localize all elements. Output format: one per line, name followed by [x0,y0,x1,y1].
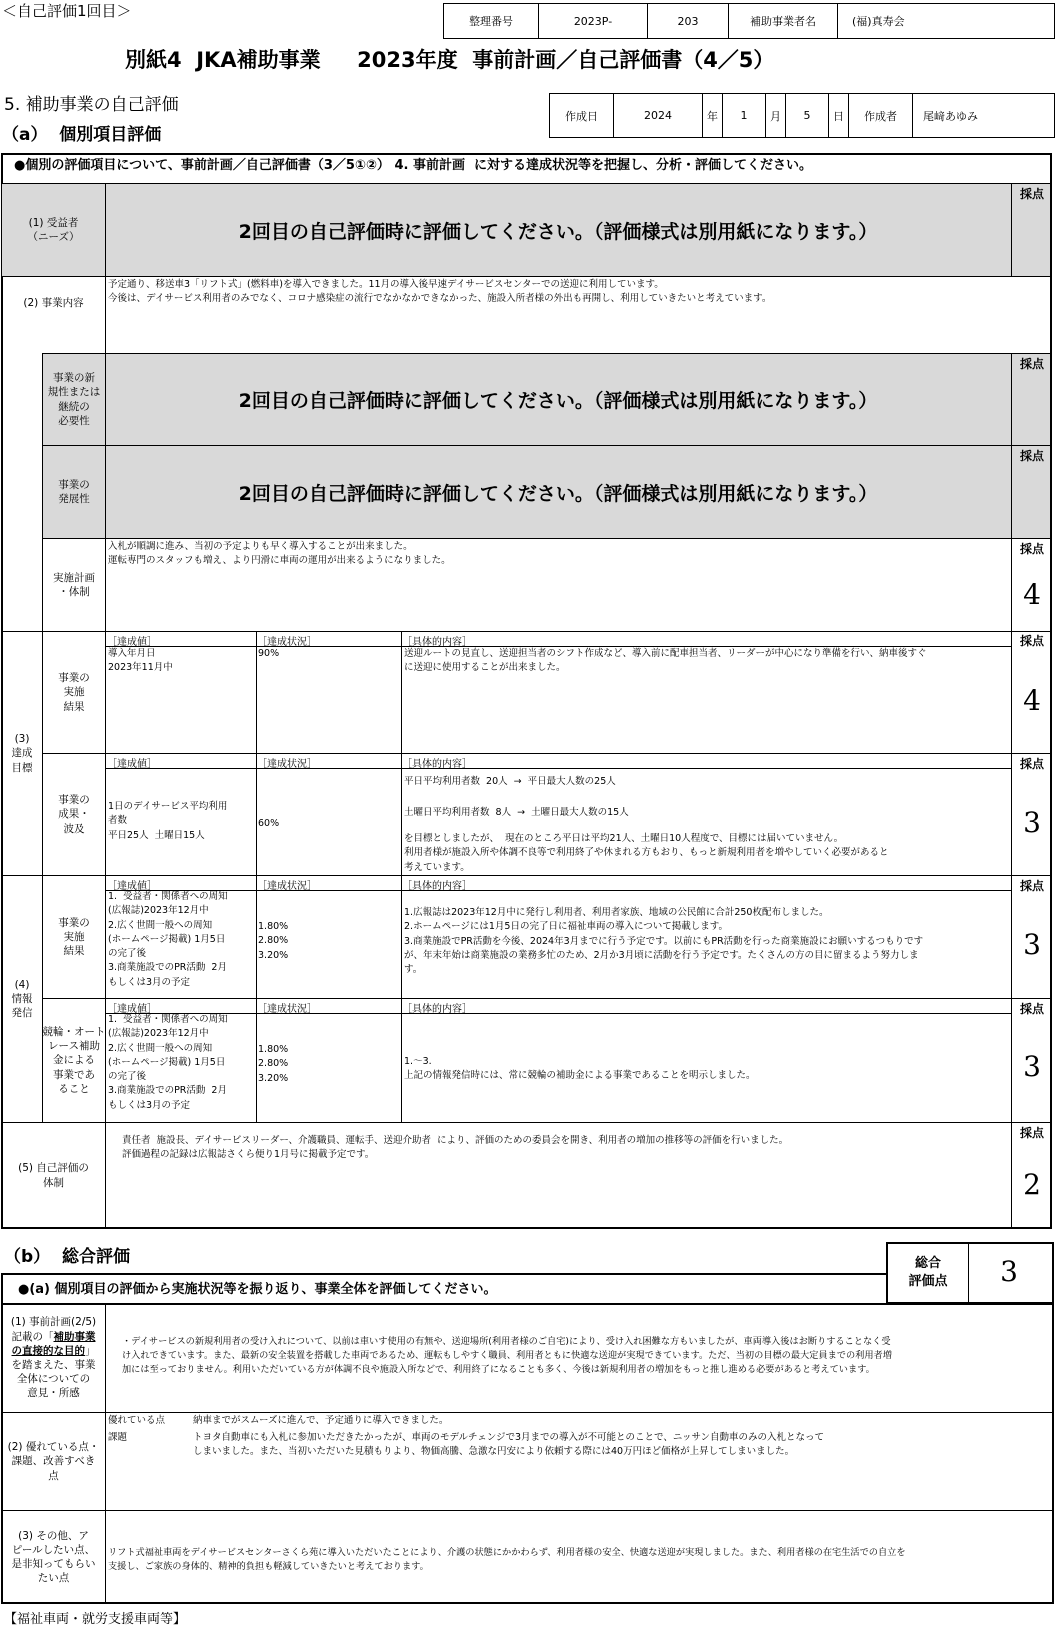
row-3b-status: 60% [258,818,280,829]
score-label-4a: 採点 [1019,879,1044,893]
b3-text: リフト式福祉車両をデイサービスセンターさくら苑に導入いただいたことにより、介護の状態にかかわらず、利用者様の安全、快適な送迎が実現しました。また、利用者様の在宅生活での自立を 支援し、ご家族の身体的、精神的負担も軽減していきたいと考えております。 [108,1547,906,1572]
reg-value-2: 203 [648,4,729,39]
b1-label [2,1304,105,1412]
col-header-status: ［達成状況］ [257,637,317,648]
b1-label-post: 」 を踏まえた、事業 全体についての 意見・所感 [11,1344,96,1400]
score-label-3b: 採点 [1019,757,1044,771]
row-3a-status: 90% [258,648,280,659]
b2-label: (2) 優れている点・ 課題、改善すべき 点 [7,1441,100,1482]
row-3-label: (3) 達成 目標 [11,733,33,774]
row-2b-second-round-msg: 2回目の自己評価時に評価してください。（評価様式は別用紙になります。） [238,482,878,505]
page-title: 別紙4 JKA補助事業 2023年度 事前計画／自己評価書（4／5） [125,48,775,72]
footer-category: 【福祉車両・就労支援車両等】 [4,1612,187,1627]
col-header-achieved: ［達成値］ [107,1004,157,1015]
row-2-text: 予定通り、移送車3「リフト式」(燃料車)を導入できました。11月の導入後早速デイサービスセンターでの送迎に利用しています。 今後は、デイサービス利用者のみでなく、コロナ感染症の流行でなかなかできなかった、施設入所者様の外出も再開し、利用していきたいと考えています。 [108,279,772,305]
col-header-achieved: ［達成値］ [107,759,157,770]
total-score-label: 総合 評価点 [908,1256,948,1289]
score-label-2b: 採点 [1019,449,1044,463]
registration-table [443,3,1055,39]
b1-label-underlined: 補助事業 の直接的な目的 [11,1330,96,1357]
row-1-label: (1) 受益者 （ニーズ） [27,216,80,243]
row-2c-score: 4 [1023,578,1041,611]
score-label-2c: 採点 [1019,542,1044,556]
row-4-label: (4) 情報 発信 [11,978,33,1020]
org-label: 補助事業者名 [729,4,838,39]
date-month: 1 [723,94,766,138]
row-3b-detail-1: 平日平均利用者数 20人 → 平日最大人数の25人 [404,776,616,787]
b1-text: ・デイサービスの新規利用者の受け入れについて、以前は車いす使用の有無や、送迎場所(利用者様のご自宅)により、受け入れ困難な方もいましたが、車両導入後はお断りすることなく受 け入れできています。また、最新の安全装置を搭載した車両であるため、運転もしやすく職員、利用者ともに快適な送迎が実現できています。ただ、当初の目標の最大定員までの利用者増 加には至っておりません。利用いただいている方が体調不良や施設入所などで、利用終了になることも多く、今後は新規利用者の増加をもっと推し進める必要があると考えています。 [122,1336,892,1375]
b2-key-1: 優れている点 [108,1415,166,1426]
row-3b-achieved: 1日のデイサービス平均利用 者数 平日25人 土曜日15人 [108,801,228,841]
row-4a-label: 事業の 実施 結果 [58,916,90,958]
reg-label: 整理番号 [444,4,539,39]
b2-key-2: 課題 [108,1432,128,1443]
row-3a-score: 4 [1023,684,1041,717]
round-label: ＜自己評価1回目＞ [2,2,132,20]
col-header-detail: ［具体的内容］ [402,759,472,770]
score-label-5: 採点 [1019,1126,1044,1140]
date-day-unit: 日 [829,94,849,138]
section-5-title: 5. 補助事業の自己評価 [4,95,179,115]
score-label-3a: 採点 [1019,634,1044,648]
row-4a-detail: 1.広報誌は2023年12月中に発行し利用者、利用者家族、地域の公民館に合計250枚配布しました。 2.ホームページには1月5日の完了日に福祉車両の導入について掲載します。 3.商業施設でPR活動を今後、2024年3月までに行う予定です。以前にもPR活動を行った商業施設にお願いするつもりです が、年末年始は商業施設の業務多忙のため、2月か3月頃に活動を行う予定です。たくさんの方の目に留まるよう努力しま す。 [404,907,924,975]
date-year-unit: 年 [703,94,723,138]
col-header-status: ［達成状況］ [257,881,317,892]
score-label-1: 採点 [1019,187,1044,201]
reg-value-1: 2023P- [539,4,648,39]
col-header-achieved: ［達成値］ [107,881,157,892]
date-month-unit: 月 [766,94,786,138]
row-3b-score: 3 [1023,806,1041,839]
row-4b-status: 1.80% 2.80% 3.20% [258,1044,289,1084]
b2-value-1: 納車までがスムーズに進んで、予定通りに導入できました。 [193,1415,449,1426]
col-header-status: ［達成状況］ [257,1004,317,1015]
row-3b-label: 事業の 成果・ 波及 [58,794,90,835]
row-4a-achieved: 1. 受益者・関係者への周知 (広報誌)2023年12月中 2.広く世間一般への周知 (ホームページ掲載) 1月5日 の完了後 3.商業施設でのPR活動 2月 もしくは3月の予定 [108,891,228,988]
section-a-title: （a） 個別項目評価 [2,125,162,145]
author-label: 作成者 [849,94,913,138]
date-label: 作成日 [550,94,614,138]
instruction-a: ●個別の評価項目について、事前計画／自己評価書（3／5①②） 4. 事前計画 に対する達成状況等を把握し、分析・評価してください。 [14,158,813,173]
row-4b-detail: 1.～3. 上記の情報発信時には、常に競輪の補助金による事業であることを明示しました。 [404,1056,756,1082]
row-3a-label: 事業の 実施 結果 [58,672,90,713]
col-header-status: ［達成状況］ [257,759,317,770]
author-value: 尾﨑あゆみ [913,94,1055,138]
col-header-achieved: ［達成値］ [107,637,157,648]
row-2a-second-round-msg: 2回目の自己評価時に評価してください。（評価様式は別用紙になります。） [238,390,878,412]
b3-label: (3) その他、ア ピールしたい点、 是非知ってもらい たい点 [11,1529,96,1585]
row-2b-label: 事業の 発展性 [58,478,90,505]
row-4b-label: 競輪・オート レース補助 金による 事業であ ること [42,1026,106,1095]
row-4b-score: 3 [1023,1050,1041,1083]
row-4a-score: 3 [1023,928,1041,961]
col-header-detail: ［具体的内容］ [402,1004,472,1015]
row-1-second-round-msg: 2回目の自己評価時に評価してください。（評価様式は別用紙になります。） [238,220,878,243]
score-label-4b: 採点 [1019,1002,1044,1016]
instruction-b: ●(a) 個別項目の評価から実施状況等を振り返り、事業全体を評価してください。 [18,1282,497,1297]
creation-table [549,93,1055,138]
section-b-title: （b） 総合評価 [4,1247,131,1267]
row-3a-detail: 送迎ルートの見直し、送迎担当者のシフト作成など、導入前に配車担当者、リーダーが中心になり準備を行い、納車後すぐ に送迎に使用することが出来ました。 [404,648,927,674]
row-2-label: (2) 事業内容 [23,297,84,310]
row-3b-detail-2: 土曜日平均利用者数 8人 → 土曜日最大人数の15人 [404,807,629,818]
row-3a-achieved: 導入年月日 2023年11月中 [108,648,173,674]
row-2c-label: 実施計画 ・体制 [53,571,95,598]
b2-value-2: トヨタ自動車にも入札に参加いただきたかったが、車両のモデルチェンジで3月までの導入が不可能とのことで、ニッサン自動車のみの入札となって しまいました。また、当初いただいた見積もりより、物価高騰、急激な円安により依頼する際には40万円ほど価格が上昇してしまいました。 [193,1432,825,1458]
org-value: (福)真寿会 [838,4,1055,39]
date-day: 5 [786,94,829,138]
row-4a-status: 1.80% 2.80% 3.20% [258,921,289,961]
col-header-detail: ［具体的内容］ [402,637,472,648]
row-2c-text: 入札が順調に進み、当初の予定よりも早く導入することが出来ました。 運転専門のスタッフも増え、より円滑に車両の運用が出来るようになりました。 [108,541,451,567]
date-year: 2024 [614,94,703,138]
total-score-value: 3 [1000,1255,1018,1288]
row-4b-achieved: 1. 受益者・関係者への周知 (広報誌)2023年12月中 2.広く世間一般への周知 (ホームページ掲載) 1月5日 の完了後 3.商業施設でのPR活動 2月 もしくは3月の予定 [108,1014,228,1111]
row-5-score: 2 [1023,1168,1041,1201]
row-5-text: 責任者 施設長、デイサービスリーダー、介護職員、運転手、送迎介助者 により、評価のための委員会を開き、利用者の増加の推移等の評価を行いました。 評価過程の記録は広報誌さくら便り1月号に掲載予定です。 [122,1135,789,1161]
score-label-2a: 採点 [1019,357,1044,371]
b1-label-pre: (1) 事前計画(2/5) 記載の「 [10,1316,97,1343]
col-header-detail: ［具体的内容］ [402,881,472,892]
row-2a-label: 事業の新 規性または 継続の 必要性 [47,372,101,427]
row-3b-detail-3: を目標としましたが、 現在のところ平日は平均21人、土曜日10人程度で、目標には届いていません。 利用者様が施設入所や体調不良等で利用終了や休まれる方もおり、もっと新規利用者を増やしていく必要があると 考えています。 [404,833,889,873]
row-5-label: (5) 自己評価の 体制 [18,1162,89,1189]
